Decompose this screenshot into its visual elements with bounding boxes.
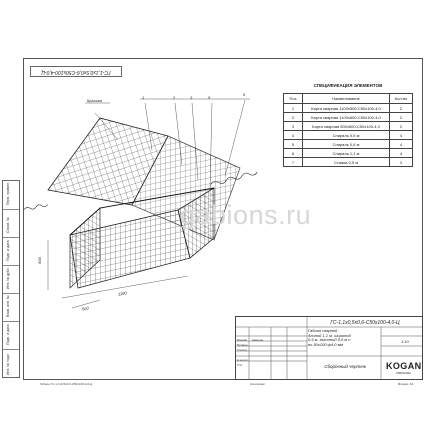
spec-row — [284, 140, 413, 149]
spec-pos: 7 — [284, 158, 303, 167]
spec-pos: 5 — [284, 140, 303, 149]
spec-pos: 3 — [284, 122, 303, 131]
spec-table — [283, 93, 413, 167]
product-line: яч.50х100 ф4,0 мм — [308, 341, 344, 347]
spec-name: Карта сварная 1100х500-С50х100-4,0 — [303, 104, 390, 113]
spec-col-qty: Кол-во — [390, 94, 413, 104]
spec-name: Спираль 0,5 м — [303, 131, 390, 140]
callout-1: 1 — [142, 95, 145, 100]
strip-label: Перв. примен. — [6, 181, 10, 205]
label-developer: Разраб. — [237, 338, 248, 342]
stamp-drawing-type: Сборочный чертеж — [324, 364, 366, 369]
watermark: gabions.ru — [180, 200, 312, 230]
callout-2: 2 — [173, 95, 176, 100]
label-checker: Провер. — [237, 343, 249, 347]
spec-pos: 6 — [284, 149, 303, 158]
spec-name: Стяжка 0,5 м — [303, 158, 390, 167]
spec-name: Спираль 0,6 м — [303, 140, 390, 149]
bottom-label-left: Габион ГС-1,1х0,5х0,6-С50х100-4,0-Ц — [40, 382, 93, 386]
spec-header-row — [284, 94, 413, 104]
callout-6: 6 — [243, 92, 246, 97]
spec-qty: 3 — [390, 158, 413, 167]
stamp-scale: 1:10 — [401, 339, 409, 344]
spec-qty: 4 — [390, 131, 413, 140]
spec-qty: 4 — [390, 140, 413, 149]
product-line: 0,5 м, высотой 0,6 м с — [308, 337, 351, 342]
bottom-label-middle: Копировал — [250, 382, 266, 386]
spec-row — [284, 158, 413, 167]
spec-row — [284, 131, 413, 140]
spec-pos: 4 — [284, 131, 303, 140]
callout-3: 3 — [190, 95, 193, 100]
strip-label: Справ. № — [6, 217, 10, 233]
label-ncontrol: Н.контр. — [237, 358, 249, 362]
stamp-designation: ГС-1,1х0,5х0,6-С50х100-4,0-Ц — [330, 320, 400, 326]
developer-name: Шевцов — [252, 338, 263, 342]
kogan-logo: KOGAN — [386, 361, 422, 371]
spec-qty: 2 — [390, 113, 413, 122]
spec-row — [284, 104, 413, 113]
spec-title: СПЕЦИФИКАЦИЯ ЭЛЕМЕНТОВ — [313, 83, 383, 88]
spec-pos: 1 — [284, 104, 303, 113]
stamp-product — [308, 329, 382, 347]
label-tcontrol: Т.контр. — [237, 348, 248, 352]
spec-row — [284, 122, 413, 131]
spec-name: Карта сварная 1100х600-С50х100-4,0 — [303, 113, 390, 122]
strip-label: Взам. инв. № — [6, 295, 10, 317]
spec-qty: 2 — [390, 104, 413, 113]
label-approved: Утв. — [237, 363, 243, 367]
spec-name: Карта сварная 500х600-С50х100-4,0 — [303, 122, 390, 131]
strip-label: Подп. и дата — [6, 240, 10, 261]
spec-row — [284, 149, 413, 158]
dimension-length: 1100 — [117, 290, 127, 297]
kogan-logo-sub: ГАБИОНЫ — [396, 371, 411, 375]
spiral-left — [24, 203, 48, 211]
mirrored-title-box: ГС-1,1х0,5х0,6-С50х100-4,0-Ц — [30, 66, 122, 77]
spec-pos: 2 — [284, 113, 303, 122]
strip-label: Подп. и дата — [6, 324, 10, 345]
spec-col-pos: Поз — [284, 94, 303, 104]
spec-qty: 4 — [390, 149, 413, 158]
spec-name: Спираль 1,1 м — [303, 149, 390, 158]
title-block — [235, 316, 423, 380]
product-line: длиной 1,1 м, шириной — [308, 332, 351, 338]
bottom-label-right: Формат А3 — [398, 382, 414, 386]
strip-label: Инв. № подл. — [6, 353, 10, 375]
spec-col-name: Наименование — [303, 94, 390, 104]
callout-lid: Крышка — [87, 98, 102, 103]
spec-qty: 2 — [390, 122, 413, 131]
callout-5: 5 — [208, 95, 211, 100]
product-line: Габион сварной — [308, 328, 338, 333]
dimension-height: 600 — [36, 257, 42, 264]
dimension-width: 500 — [81, 305, 90, 312]
spec-row — [284, 113, 413, 122]
strip-label: Инв. № дубл. — [6, 267, 10, 289]
